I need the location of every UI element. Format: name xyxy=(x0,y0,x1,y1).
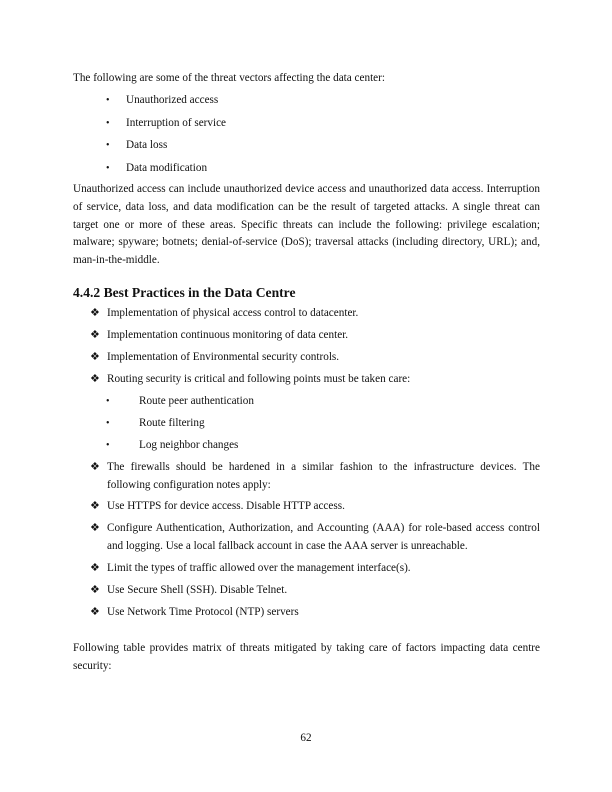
list-item xyxy=(90,305,540,327)
list-item-label: Data loss xyxy=(126,139,168,152)
list-item xyxy=(106,160,226,183)
table-intro-paragraph: Following table provides matrix of threats mitigated by taking care of factors impacting data centre security: xyxy=(73,642,540,672)
list-item xyxy=(90,349,540,371)
bullet-icon: • xyxy=(106,396,110,407)
list-item-label: Implementation of Environmental security controls. xyxy=(107,351,340,363)
list-item-label: Limit the types of traffic allowed over the management interface(s). xyxy=(107,562,411,574)
list-item xyxy=(90,371,540,393)
threat-vector-list xyxy=(106,92,226,182)
diamond-bullet-icon: ❖ xyxy=(90,329,100,341)
intro-paragraph: The following are some of the threat vectors affecting the data center: xyxy=(73,72,385,84)
sub-list-item-label: Log neighbor changes xyxy=(139,439,239,451)
bullet-icon: • xyxy=(106,95,110,106)
list-item-label: The firewalls should be hardened in a similar fashion to the infrastructure devices. The following configuration notes apply: xyxy=(107,461,540,491)
page-number: 62 xyxy=(300,732,312,744)
list-item xyxy=(90,327,540,349)
list-item-label: Use Network Time Protocol (NTP) servers xyxy=(107,606,299,618)
list-item xyxy=(106,115,226,138)
sub-list-item-label: Route peer authentication xyxy=(139,395,254,407)
list-item-label: Routing security is critical and following points must be taken care: xyxy=(107,373,411,385)
list-item xyxy=(90,560,540,582)
list-item xyxy=(90,582,540,604)
list-item-label: Data modification xyxy=(126,161,208,174)
list-item-label: Use Secure Shell (SSH). Disable Telnet. xyxy=(107,584,288,596)
diamond-bullet-icon: ❖ xyxy=(90,373,100,385)
sub-list-item xyxy=(90,415,540,437)
list-item-label: Unauthorized access xyxy=(126,94,219,106)
list-item xyxy=(90,604,540,626)
list-item xyxy=(90,459,540,498)
diamond-bullet-icon: ❖ xyxy=(90,307,100,319)
routing-points-list xyxy=(90,393,540,459)
list-item xyxy=(90,520,540,560)
best-practices-list xyxy=(90,305,540,626)
bullet-icon: • xyxy=(106,117,110,129)
bullet-icon: • xyxy=(106,140,110,152)
diamond-bullet-icon: ❖ xyxy=(90,500,100,512)
diamond-bullet-icon: ❖ xyxy=(90,606,100,618)
bullet-icon: • xyxy=(106,418,110,429)
diamond-bullet-icon: ❖ xyxy=(90,351,100,363)
bullet-icon: • xyxy=(106,440,110,451)
threat-description-paragraph: Unauthorized access can include unauthorized device access and unauthorized data access. Interruption of service, data loss, and data modification can be the result of targeted attacks. A single threat can target one or more of these areas. Specific threats can include the following: privilege escalation; malware; spyware; botnets; denial-of-service (DoS); traversal attacks (including directory, URL); and, man-in-the-middle. xyxy=(73,183,540,267)
list-item-label: Implementation continuous monitoring of data center. xyxy=(107,329,349,341)
list-item-label: Interruption of service xyxy=(126,116,227,129)
list-item xyxy=(106,92,226,115)
diamond-bullet-icon: ❖ xyxy=(90,584,100,596)
sub-list-item xyxy=(90,437,540,459)
list-item-label: Implementation of physical access control to datacenter. xyxy=(107,307,359,319)
list-item xyxy=(90,498,540,520)
list-item xyxy=(106,137,226,160)
list-item-label: Configure Authentication, Authorization, and Accounting (AAA) for role-based access control and logging. Use a local fallback account in case the AAA server is unreachable. xyxy=(107,522,540,552)
section-heading: 4.4.2 Best Practices in the Data Centre xyxy=(73,285,296,300)
list-item-label: Use HTTPS for device access. Disable HTTP access. xyxy=(107,500,345,512)
sub-list-item-label: Route filtering xyxy=(139,417,205,429)
diamond-bullet-icon: ❖ xyxy=(90,522,100,534)
diamond-bullet-icon: ❖ xyxy=(90,461,100,473)
sub-list-item xyxy=(90,393,540,415)
bullet-icon: • xyxy=(106,162,110,174)
diamond-bullet-icon: ❖ xyxy=(90,562,100,574)
